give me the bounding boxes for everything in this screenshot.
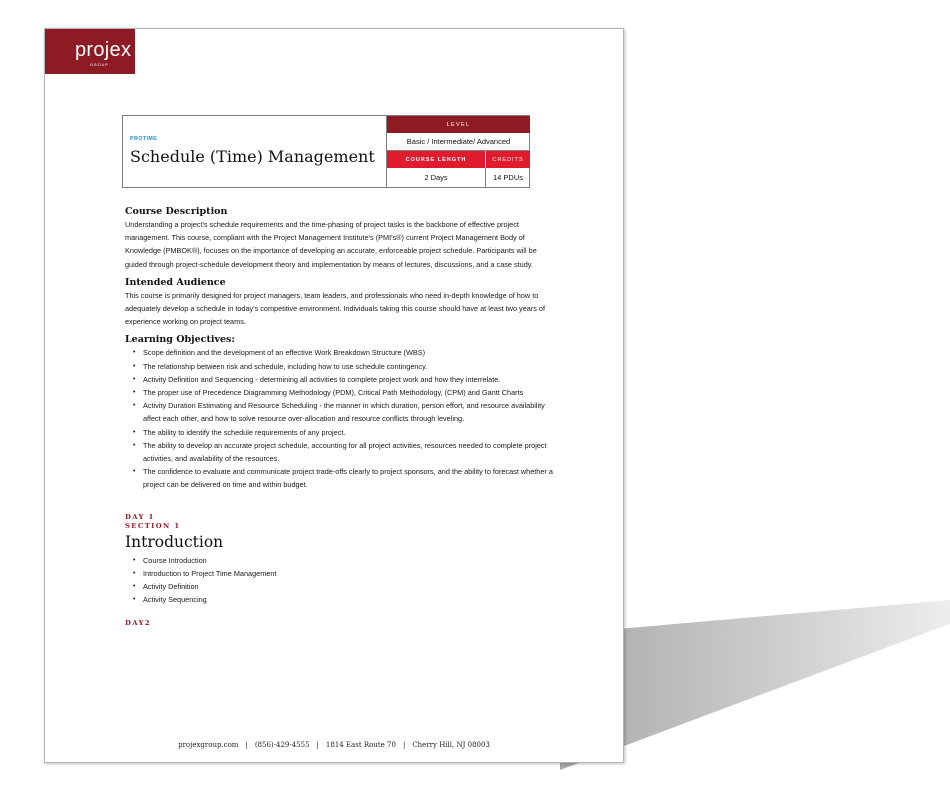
course-title-block <box>123 116 386 187</box>
footer-website: projexgroup.com <box>178 741 239 749</box>
footer-city: Cherry Hill, NJ 08003 <box>412 741 490 749</box>
course-length-value: 2 Days <box>424 173 448 182</box>
topic-text: Activity Definition <box>143 582 199 592</box>
bullet-icon: • <box>133 596 136 604</box>
bullet-icon: • <box>133 402 136 410</box>
objective-text: The confidence to evaluate and communicate project trade-offs clearly to project sponsors, and the ability to forecast whether a project can be delivered on time and within budget. <box>143 467 553 490</box>
list-item <box>133 593 557 606</box>
list-item <box>133 567 557 580</box>
course-header-box <box>122 115 530 188</box>
topic-text: Course Introduction <box>143 555 207 565</box>
footer-phone: (856)-429-4555 <box>254 741 310 749</box>
level-header: LEVEL <box>387 116 530 133</box>
list-item <box>133 554 557 567</box>
section-title: Introduction <box>125 532 224 551</box>
objective-text: The ability to develop an accurate project schedule, accounting for all project activities, resources needed to complete project activities, and availability of the resources. <box>143 440 547 464</box>
logo-text: projex <box>75 39 132 61</box>
bullet-icon: • <box>133 569 136 577</box>
footer-separator: | <box>316 741 319 749</box>
course-info-table <box>386 116 530 187</box>
list-item <box>133 346 557 359</box>
bullet-icon: • <box>133 362 136 370</box>
course-title: Schedule (Time) Management <box>130 147 375 166</box>
list-item <box>133 360 557 373</box>
bullet-icon: • <box>133 389 136 397</box>
bullet-icon: • <box>133 349 136 357</box>
bullet-icon: • <box>133 583 136 591</box>
list-item <box>133 399 557 425</box>
credits-value: 14 PDUs <box>485 168 530 187</box>
intended-audience-text: This course is primarily designed for project managers, team leaders, and professionals who need in-depth knowledge of how to adequately develop a schedule in today's competitive environment. Individuals taking this course should have at least two years of experience working on project teams. <box>125 290 545 327</box>
objective-text: The proper use of Precedence Diagramming Methodology (PDM), Critical Path Methodology, (CPM) and Gantt Charts <box>143 388 524 398</box>
bullet-icon: • <box>133 468 136 476</box>
list-item <box>133 439 557 465</box>
document-page <box>44 28 624 763</box>
day-2-label: DAY2 <box>125 619 152 628</box>
bullet-icon: • <box>133 556 136 564</box>
list-item <box>133 373 557 386</box>
page-footer <box>45 741 623 749</box>
objective-text: The ability to identify the schedule requirements of any project. <box>143 427 346 437</box>
footer-separator: | <box>402 741 406 749</box>
logo-subtext: GROUP <box>90 62 109 67</box>
program-label: PROTIME <box>130 136 158 142</box>
section-1-label: SECTION 1 <box>125 521 181 530</box>
day-1-topics-list <box>125 554 557 607</box>
list-item <box>133 386 557 399</box>
objective-text: Activity Duration Estimating and Resource Scheduling - the manner in which duration, person effort, and resource availability affect each other, and how to solve resource over-allocation and resource conflicts through leveling. <box>143 401 545 424</box>
course-description-text: Understanding a project's schedule requirements and the time-phasing of project tasks is the backbone of effective project management. This course, compliant with the Project Management Institute's (PMI's®) current Project Management Body of Knowledge (PMBOK®), focuses on the importance of developing an accurate, enforceable project schedule. Participants will be guided through project-schedule development theory and implementation by means of lectures, discussions, and a case study. <box>125 220 537 269</box>
document-body <box>125 203 557 628</box>
list-item <box>133 580 557 593</box>
bullet-icon: • <box>133 375 136 383</box>
topic-text: Introduction to Project Time Management <box>143 568 277 578</box>
bullet-icon: • <box>133 441 136 449</box>
credits-header: CREDITS <box>485 151 530 168</box>
objective-text: Activity Definition and Sequencing - determining all activities to complete project work and how they interrelate. <box>143 374 501 384</box>
bullet-icon: • <box>133 428 136 436</box>
course-description-heading: Course Description <box>125 206 228 217</box>
topic-text: Activity Sequencing <box>143 595 207 605</box>
objective-text: The relationship between risk and schedule, including how to use schedule contingency. <box>143 361 428 371</box>
day-1-label: DAY 1 <box>125 512 155 521</box>
learning-objectives-list <box>125 346 557 491</box>
intended-audience-heading: Intended Audience <box>125 276 226 288</box>
objective-text: Scope definition and the development of an effective Work Breakdown Structure (WBS) <box>143 348 426 358</box>
footer-address: 1814 East Route 70 <box>325 741 396 749</box>
level-value: Basic / Intermediate/ Advanced <box>387 133 530 151</box>
list-item <box>133 426 557 439</box>
footer-separator: | <box>245 741 248 749</box>
projex-logo <box>45 29 135 74</box>
list-item <box>133 465 557 491</box>
course-length-header: COURSE LENGTH <box>387 151 485 168</box>
learning-objectives-heading: Learning Objectives: <box>125 334 235 346</box>
